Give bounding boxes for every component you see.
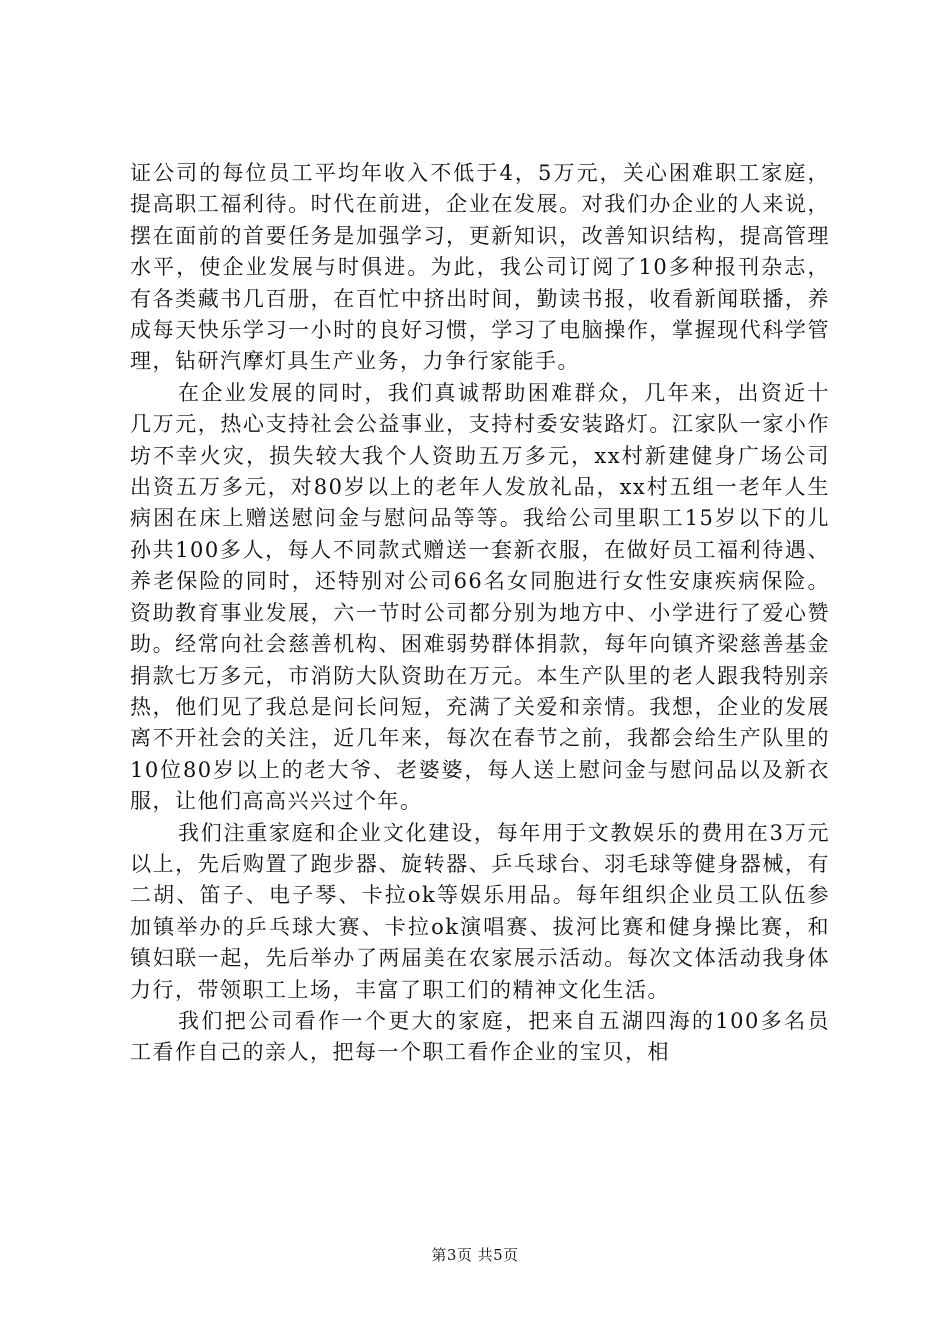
paragraph-4: 我们把公司看作一个更大的家庭，把来自五湖四海的100多名员工看作自己的亲人，把每一个职工看作企业的宝贝，相: [130, 1008, 830, 1065]
paragraph-2: 在企业发展的同时，我们真诚帮助困难群众，几年来，出资近十几万元，热心支持社会公益事业，支持村委安装路灯。江家队一家小作坊不幸火灾，损失较大我个人资助五万多元，xx村新建健身广场公司出资五万多元，对80岁以上的老年人发放礼品，xx村五组一老年人生病困在床上赠送慰问金与慰问品等等。我给公司里职工15岁以下的儿孙共100多人，每人不同款式赠送一套新衣服，在做好员工福利待遇、养老保险的同时，还特别对公司66名女同胞进行女性安康疾病保险。资助教育事业发展，六一节时公司都分别为地方中、小学进行了爱心赞助。经常向社会慈善机构、困难弱势群体捐款，每年向镇齐梁慈善基金捐款七万多元，市消防大队资助在万元。本生产队里的老人跟我特别亲热，他们见了我总是问长问短，充满了关爱和亲情。我想，企业的发展离不开社会的关注，近几年来，每次在春节之前，我都会给生产队里的10位80岁以上的老大爷、老婆婆，每人送上慰问金与慰问品以及新衣服，让他们高高兴兴过个年。: [130, 380, 830, 814]
paragraph-1: 证公司的每位员工平均年收入不低于4，5万元，关心困难职工家庭，提高职工福利待。时代在前进，企业在发展。对我们办企业的人来说，摆在面前的首要任务是加强学习，更新知识，改善知识结构，提高管理水平，使企业发展与时俱进。为此，我公司订阅了10多种报刊杂志，有各类藏书几百册，在百忙中挤出时间，勤读书报，收看新闻联播，养成每天快乐学习一小时的良好习惯，学习了电脑操作，掌握现代科学管理，钻研汽摩灯具生产业务，力争行家能手。: [130, 161, 830, 374]
page-footer: 第3页 共5页: [431, 1246, 519, 1264]
document-body: [130, 158, 830, 1069]
paragraph-3: 我们注重家庭和企业文化建设，每年用于文教娱乐的费用在3万元以上，先后购置了跑步器、旋转器、乒乓球台、羽毛球等健身器械，有二胡、笛子、电子琴、卡拉ok等娱乐用品。每年组织企业员工队伍参加镇举办的乒乓球大赛、卡拉ok演唱赛、拔河比赛和健身操比赛，和镇妇联一起，先后举办了两届美在农家展示活动。每次文体活动我身体力行，带领职工上场，丰富了职工们的精神文化生活。: [130, 820, 830, 1002]
